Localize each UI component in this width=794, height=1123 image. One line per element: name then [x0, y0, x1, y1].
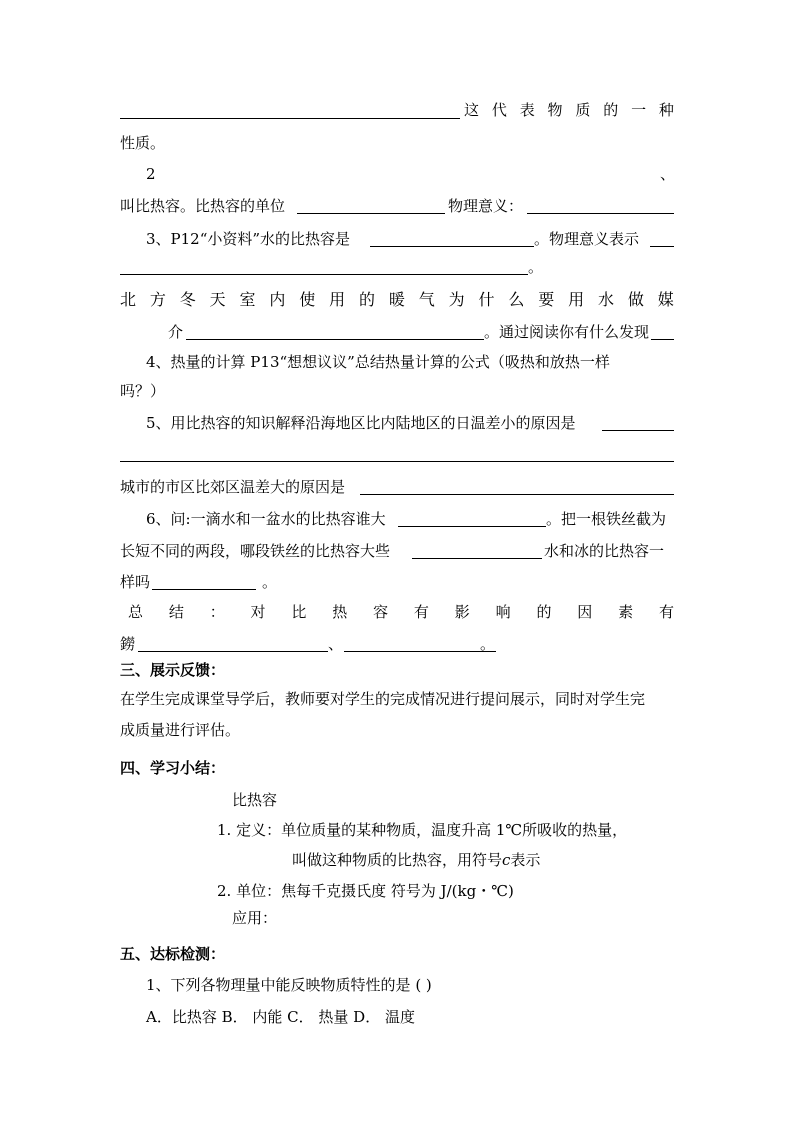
- line-14-a: 6、问:一滴水和一盆水的比热容谁大: [146, 510, 386, 528]
- blank-8-end: [651, 339, 674, 340]
- blank-water-c: [370, 246, 534, 247]
- line-4-a: 叫比热容。比热容的单位: [120, 197, 286, 215]
- line-16-a: 样吗: [120, 573, 151, 591]
- line-16-b: 。: [262, 573, 278, 591]
- blank-18-1: [138, 651, 328, 652]
- section-3-p2: 成质量进行评估。: [120, 721, 241, 739]
- blank-16: [152, 589, 256, 590]
- line-11: 5、用比热容的知识解释沿海地区比内陆地区的日温差小的原因是: [146, 414, 576, 432]
- line-8-a: 介: [168, 323, 184, 341]
- blank-5-end: [650, 246, 674, 247]
- section-3-title: 三、展示反馈：: [120, 661, 226, 679]
- summary-def-1: 1. 定义：单位质量的某种物质，温度升高 1℃所吸收的热量，: [217, 821, 628, 839]
- question-1: 1、下列各物理量中能反映物质特性的是 ( ): [146, 976, 432, 994]
- line-15-b: 水和冰的比热容一: [544, 542, 665, 560]
- section-5-title: 五、达标检测：: [120, 945, 226, 963]
- line-3-tail: 、: [660, 165, 676, 183]
- blank-13: [360, 494, 674, 495]
- blank-12: [120, 461, 674, 462]
- line-6-tail: 。: [528, 258, 544, 276]
- blank-15: [412, 558, 542, 559]
- section-3-p1: 在学生完成课堂导学后，教师要对学生的完成情况进行提问展示，同时对学生完: [120, 690, 646, 708]
- line-1-tail: 这 代 表 物 质 的 一 种: [464, 101, 674, 119]
- line-10: 吗？）: [120, 382, 166, 400]
- line-7: 北 方 冬 天 室 内 使 用 的 暖 气 为 什 么 要 用 水 做 媒: [120, 290, 674, 309]
- line-2: 性质。: [120, 134, 166, 152]
- line-18-b: 、: [328, 635, 344, 653]
- line-4-b: 物理意义：: [448, 197, 524, 215]
- blank-8: [186, 339, 484, 340]
- blank-18-2: [344, 651, 496, 652]
- line-18-a: 鐒: [120, 635, 136, 653]
- line-9: 4、热量的计算 P13“想想议议”总结热量计算的公式（吸热和放热一样: [146, 353, 610, 371]
- blank-unit: [297, 213, 445, 214]
- summary-unit: 2. 单位：焦每千克摄氏度 符号为 J/(kg・℃): [217, 882, 514, 900]
- blank-11: [602, 430, 674, 431]
- blank-1: [120, 118, 460, 119]
- blank-14: [398, 526, 546, 527]
- summary-def-2: 叫做这种物质的比热容，用符号c表示: [292, 851, 541, 869]
- line-8-b: 。通过阅读你有什么发现: [484, 323, 650, 341]
- section-4-title: 四、学习小结：: [120, 759, 226, 777]
- blank-6: [120, 274, 528, 275]
- line-13: 城市的市区比郊区温差大的原因是: [120, 478, 346, 496]
- line-18-c: 。: [480, 635, 496, 653]
- summary-title: 比热容: [232, 791, 278, 809]
- blank-meaning: [527, 213, 674, 214]
- line-14-b: 。把一根铁丝截为: [546, 510, 667, 528]
- line-5-a: 3、P12“小资料”水的比热容是: [146, 230, 351, 248]
- line-3-num: 2: [146, 165, 156, 183]
- line-15-a: 长短不同的两段，哪段铁丝的比热容大些: [120, 542, 391, 560]
- line-17: 总 结 ： 对 比 热 容 有 影 响 的 因 素 有: [128, 603, 674, 621]
- question-1-options: A．比热容 B． 内能 C． 热量 D． 温度: [146, 1008, 415, 1026]
- summary-application: 应用：: [232, 909, 278, 927]
- line-5-b: 。物理意义表示: [534, 230, 640, 248]
